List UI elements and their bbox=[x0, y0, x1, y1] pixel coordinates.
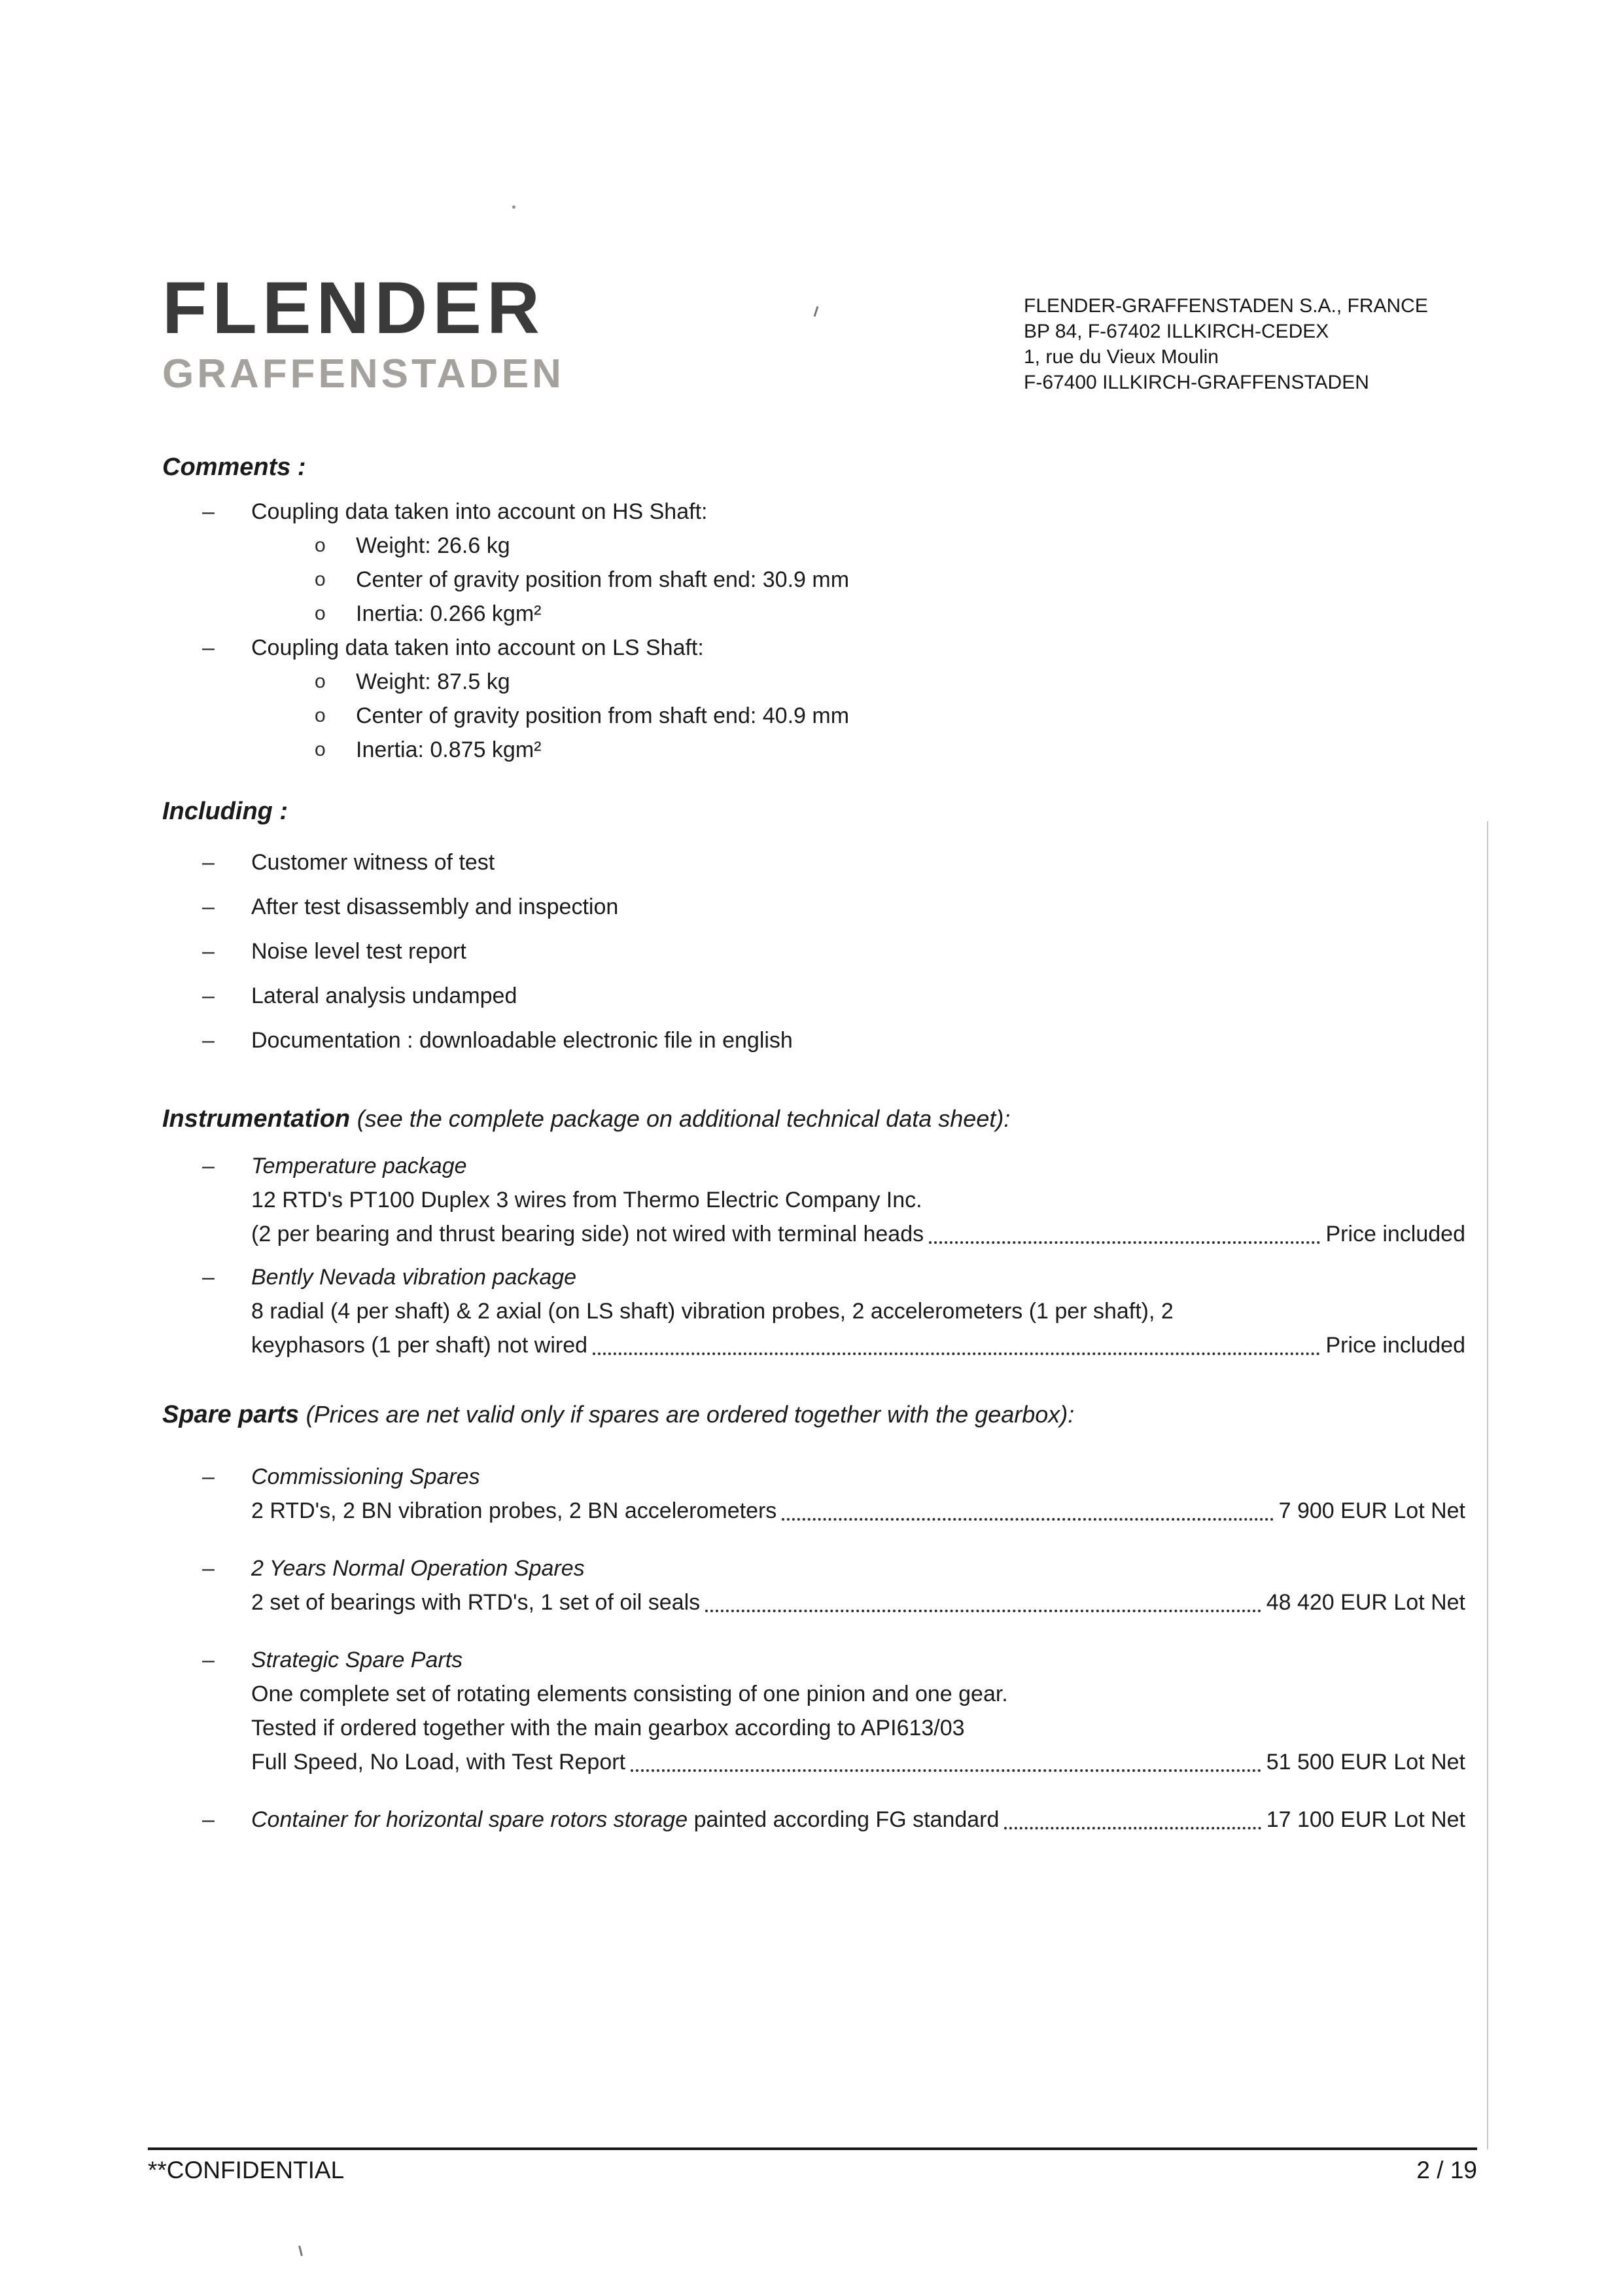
including-item-text: – Customer witness of test bbox=[251, 850, 495, 875]
scan-speck bbox=[512, 205, 515, 209]
dotted-leader bbox=[782, 1518, 1273, 1521]
detail-text: o Inertia: 0.266 kgm² bbox=[356, 601, 542, 626]
dotted-leader bbox=[593, 1352, 1320, 1355]
list-item bbox=[251, 665, 1465, 699]
list-item bbox=[162, 1023, 1465, 1057]
address-line: F-67400 ILLKIRCH-GRAFFENSTADEN bbox=[1024, 372, 1369, 393]
comments-group-ls bbox=[162, 631, 1465, 767]
package-title: – Bently Nevada vibration package bbox=[251, 1265, 577, 1290]
leader-text: 2 RTD's, 2 BN vibration probes, 2 BN accelerometers bbox=[251, 1498, 777, 1523]
list-item bbox=[251, 529, 1465, 563]
comments-group-label: – Coupling data taken into account on HS Shaft: bbox=[251, 499, 708, 524]
including-heading: Including : bbox=[162, 798, 288, 825]
detail-text: o Weight: 26.6 kg bbox=[356, 533, 510, 558]
detail-text: o Inertia: 0.875 kgm² bbox=[356, 737, 542, 762]
dotted-leader bbox=[631, 1769, 1261, 1772]
spare-item-title: – Commissioning Spares bbox=[251, 1464, 480, 1489]
spare-item-description: One complete set of rotating elements consisting of one pinion and one gear. bbox=[251, 1682, 1008, 1706]
comments-heading: Comments : bbox=[162, 453, 306, 481]
leader-text: keyphasors (1 per shaft) not wired bbox=[251, 1333, 588, 1358]
spare-parts-heading-main: Spare parts bbox=[162, 1401, 300, 1428]
spare-item-title: – Strategic Spare Parts bbox=[251, 1648, 463, 1672]
logo-graffenstaden-text: GRAFFENSTADEN bbox=[162, 351, 565, 397]
dotted-leader bbox=[1004, 1827, 1261, 1829]
logo-flender-text: FLENDER bbox=[162, 267, 545, 349]
list-item bbox=[251, 563, 1465, 597]
price-value: Price included bbox=[1325, 1333, 1465, 1358]
document-body bbox=[162, 451, 1465, 1860]
list-item bbox=[251, 597, 1465, 631]
spare-item-title: Container for horizontal spare rotors storage bbox=[251, 1807, 688, 1832]
leader-text: (2 per bearing and thrust bearing side) not wired with terminal heads bbox=[251, 1222, 924, 1246]
list-item bbox=[251, 699, 1465, 733]
page-footer bbox=[148, 2147, 1477, 2184]
spare-item-description: painted according FG standard bbox=[688, 1807, 1000, 1832]
detail-text: o Center of gravity position from shaft end: 40.9 mm bbox=[356, 703, 850, 728]
list-item bbox=[162, 934, 1465, 968]
price-value: 7 900 EUR Lot Net bbox=[1278, 1498, 1465, 1523]
spare-item-title: – 2 Years Normal Operation Spares bbox=[251, 1556, 585, 1581]
list-item bbox=[162, 845, 1465, 879]
dotted-leader-line bbox=[251, 1585, 1465, 1619]
dotted-leader-line bbox=[251, 1803, 1465, 1837]
address-line: 1, rue du Vieux Moulin bbox=[1024, 346, 1219, 368]
company-address-block bbox=[1024, 293, 1428, 395]
spare-item-commissioning bbox=[162, 1460, 1465, 1528]
spare-item-strategic bbox=[162, 1643, 1465, 1779]
including-item-text: – Documentation : downloadable electronic file in english bbox=[251, 1028, 793, 1053]
confidential-label: **CONFIDENTIAL bbox=[148, 2157, 345, 2183]
dotted-leader-line bbox=[251, 1494, 1465, 1528]
list-item bbox=[251, 733, 1465, 767]
list-item bbox=[162, 890, 1465, 924]
address-line: BP 84, F-67402 ILLKIRCH-CEDEX bbox=[1024, 321, 1329, 342]
spare-parts-heading bbox=[162, 1399, 1465, 1430]
price-value: 51 500 EUR Lot Net bbox=[1266, 1750, 1465, 1775]
spare-parts-heading-note: (Prices are net valid only if spares are ordered together with the gearbox): bbox=[305, 1401, 1075, 1428]
scan-speck bbox=[814, 306, 819, 317]
scan-speck bbox=[298, 2246, 303, 2256]
package-description: 8 radial (4 per shaft) & 2 axial (on LS shaft) vibration probes, 2 accelerometers (1 per shaft), 2 bbox=[251, 1299, 1174, 1324]
spare-item-two-years bbox=[162, 1551, 1465, 1619]
package-description: 12 RTD's PT100 Duplex 3 wires from Thermo Electric Company Inc. bbox=[251, 1188, 922, 1212]
page-number: 2 / 19 bbox=[1416, 2157, 1477, 2183]
price-value: Price included bbox=[1325, 1222, 1465, 1246]
instrumentation-item-temperature bbox=[162, 1149, 1465, 1251]
address-line: FLENDER-GRAFFENSTADEN S.A., FRANCE bbox=[1024, 295, 1428, 317]
scan-fold-line bbox=[1487, 821, 1488, 2149]
dotted-leader-line bbox=[251, 1217, 1465, 1251]
dotted-leader-line bbox=[251, 1328, 1465, 1362]
leader-text bbox=[251, 1803, 999, 1837]
instrumentation-heading-main: Instrumentation bbox=[162, 1105, 351, 1133]
package-title: – Temperature package bbox=[251, 1154, 467, 1178]
spare-item-description: Tested if ordered together with the main gearbox according to API613/03 bbox=[251, 1716, 965, 1740]
detail-text: o Weight: 87.5 kg bbox=[356, 669, 510, 694]
instrumentation-item-vibration bbox=[162, 1260, 1465, 1362]
leader-text: 2 set of bearings with RTD's, 1 set of oil seals bbox=[251, 1590, 701, 1615]
dotted-leader bbox=[929, 1241, 1320, 1244]
dotted-leader bbox=[705, 1610, 1261, 1612]
spare-item-container bbox=[162, 1803, 1465, 1837]
instrumentation-heading bbox=[162, 1103, 1465, 1135]
comments-group-hs bbox=[162, 495, 1465, 631]
dotted-leader-line bbox=[251, 1745, 1465, 1779]
including-item-text: – Noise level test report bbox=[251, 939, 466, 964]
comments-group-label: – Coupling data taken into account on LS Shaft: bbox=[251, 635, 704, 660]
company-logo bbox=[162, 267, 565, 397]
leader-text: Full Speed, No Load, with Test Report bbox=[251, 1750, 626, 1775]
instrumentation-heading-note: (see the complete package on additional technical data sheet): bbox=[357, 1105, 1011, 1132]
including-item-text: – After test disassembly and inspection bbox=[251, 894, 619, 919]
including-item-text: – Lateral analysis undamped bbox=[251, 983, 517, 1008]
price-value: 48 420 EUR Lot Net bbox=[1266, 1590, 1465, 1615]
detail-text: o Center of gravity position from shaft end: 30.9 mm bbox=[356, 567, 850, 592]
price-value: 17 100 EUR Lot Net bbox=[1266, 1807, 1465, 1832]
list-item bbox=[162, 979, 1465, 1013]
